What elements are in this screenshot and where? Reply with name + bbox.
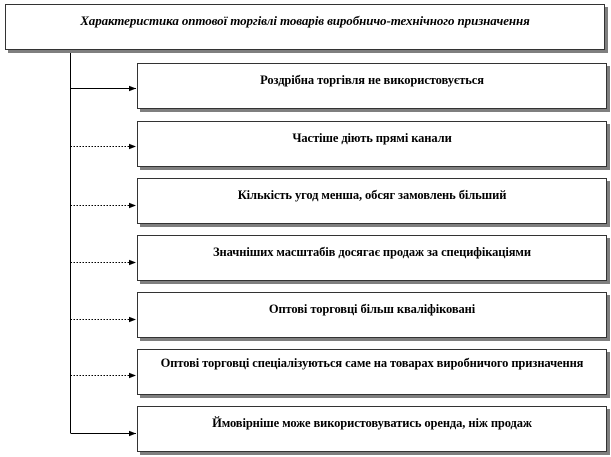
item-node-4 — [137, 235, 607, 281]
item-node-label: Ймовірніше може використовуватись оренда, ніж продаж — [212, 416, 532, 430]
item-node-1 — [137, 63, 607, 109]
item-node-label: Значніших масштабів досягає продаж за специфікаціями — [213, 245, 531, 259]
item-node-label: Оптові торговці більш кваліфіковані — [268, 302, 476, 316]
item-node-7 — [137, 406, 607, 452]
item-node-2 — [137, 121, 607, 167]
item-node-label: Роздрібна торгівля не використовується — [260, 73, 484, 87]
item-node-label: Кількість угод менша, обсяг замовлень більший — [237, 188, 507, 202]
item-node-3 — [137, 178, 607, 224]
item-node-label: Частіше діють прямі канали — [292, 131, 452, 145]
item-node-label: Оптові торговці спеціалізуються саме на товарах виробничого призначення — [160, 356, 584, 370]
item-node-5 — [137, 292, 607, 338]
root-node — [5, 4, 605, 50]
root-node-label: Характеристика оптової торгівлі товарів виробничо-технічного призначення — [80, 13, 530, 28]
item-node-6 — [137, 349, 607, 395]
